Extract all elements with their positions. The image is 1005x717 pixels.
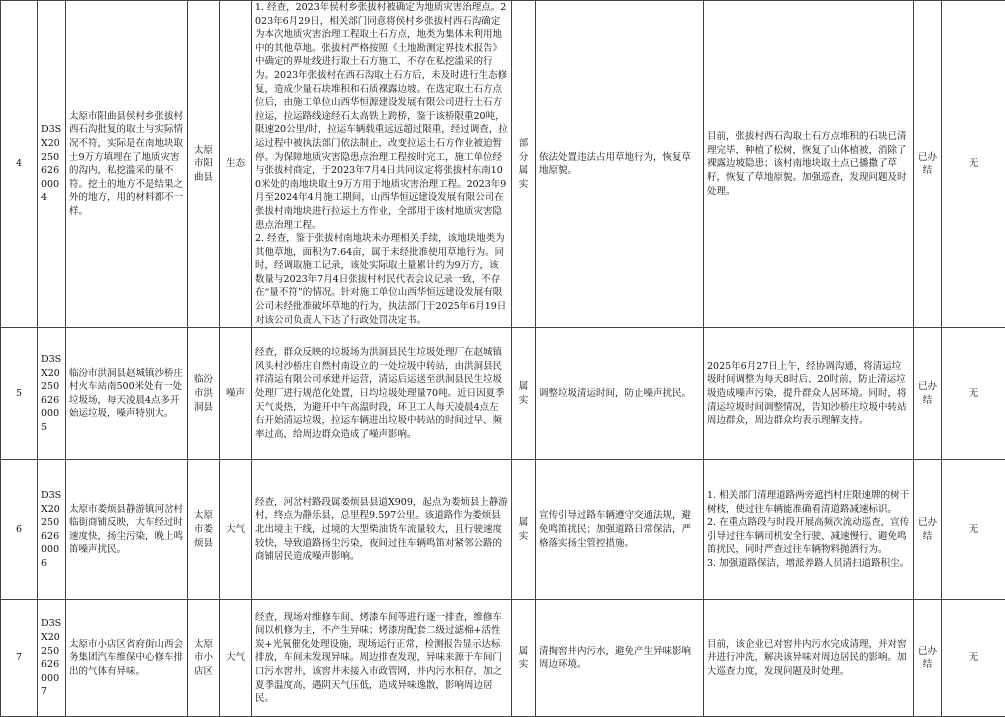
result-item: 1. 相关部门清理道路两旁遮挡村庄限速牌的树干树枝，使过往车辆能准确看清道路减速标识。 xyxy=(707,489,910,516)
pollution-type: 噪声 xyxy=(220,328,252,460)
investigation-detail xyxy=(252,460,512,600)
investigation-detail xyxy=(252,328,512,460)
handling-requirement: 调整垃圾清运时间，防止噪声扰民。 xyxy=(536,328,704,460)
handling-result: 2025年6月27日上午，经协调沟通，将清运垃圾时间调整为每天8时后、20时前，防止清运垃圾造成噪声污染，提升群众人居环境。同时，将清运垃圾时间调整情况，告知沙桥庄垃圾中转站周边群众，周边群众均表示理解支持。 xyxy=(704,328,914,460)
complaint-content: 太原市娄烦县静游镇河岔村临街商铺反映，大车经过时速度快，扬尘污染，晚上鸣笛噪声扰民。 xyxy=(66,460,188,600)
completion-status: 已办结 xyxy=(914,600,942,717)
handling-result: 目前，该企业已对窖井内污水完成清理，并对窖井进行冲洗，解决该异味对周边居民的影响。加大巡查力度，发现问题及时处理。 xyxy=(704,600,914,717)
completion-status: 已办结 xyxy=(914,328,942,460)
table-row xyxy=(1,328,1005,460)
verification-result: 部分属实 xyxy=(512,1,536,328)
detail-paragraph: 经查，群众反映的垃圾场为洪洞县民生垃圾处理厂在赵城镇风头村沙桥庄自然村南设立的一处垃圾中转站，由洪洞县民祥清运有限公司承建并运营，清运后运送至洪洞县民生垃圾处理厂进行规范化处置，日均垃圾处理量70吨。近日因夏季天气炎热，为避开中午高温时段，环卫工人每天凌晨4点左右开始清运垃圾，拉运车辆进出垃圾中转站的时间过早、频率过高，给周边群众造成了噪声影响。 xyxy=(255,346,508,441)
row-number: 7 xyxy=(1,600,38,717)
accountability: 无 xyxy=(942,1,1005,328)
handling-requirement: 清掏窖井内污水，避免产生异味影响周边环境。 xyxy=(536,600,704,717)
complaint-content: 太原市小店区省府街山西会务集团汽车维保中心修车排出的气体有异味。 xyxy=(66,600,188,717)
row-number: 5 xyxy=(1,328,38,460)
pollution-type: 生态 xyxy=(220,1,252,328)
handling-result: 目前，张拔村西石沟取土石方点堆积的石块已清理完毕，种植了松树，恢复了山体植被，消除了裸露边坡隐患；该村南地块取土点已播撒了草籽，恢复了草地原貌。加强巡查，发现问题及时处理。 xyxy=(704,1,914,328)
detail-paragraph: 经查，河岔村路段属娄烦县县道X909，起点为娄烦县上静游村，终点为静乐县，总里程9.597公里。该道路作为娄烦县北出境主干线，过境的大型柴油货车流量较大，且行驶速度较快，导致道路扬尘污染，夜间过往车辆鸣笛对紧邻公路的商铺居民造成噪声影响。 xyxy=(255,496,508,564)
case-code: D3SX202506260005 xyxy=(38,328,66,460)
administrative-area: 太原市小店区 xyxy=(188,600,220,717)
investigation-detail xyxy=(252,600,512,717)
detail-paragraph: 1. 经查，2023年侯村乡张拔村被确定为地质灾害治理点。2023年6月29日，相关部门同意将侯村乡张拔村西石沟确定为本次地质灾害治理工程取土石方点，地类为集体未利用地中的其他草地。张拔村严格按照《土地勘测定界技术报告》中确定的界址线进行取土石方施工，不存在私挖滥采的行为。2023年张拔村在西石沟取土石方后，未及时进行生态修复，造成少量石块堆积和石质裸露边坡。在选定取土石方点位后，由施工单位山西华恒源建设发展有限公司进行土石方拉运，拉运路线途经石太高铁上跨桥，鉴于该桥限重20吨，限速20公里/时，拉运车辆载重远远超过限重，经过调查，拉运过程中被执法部门依法制止，改变拉运土石方作业被迫暂停。为保障地质灾害隐患点治理工程按时完工，施工单位经与张拔村商定，于2023年7月4日共同议定将张拔村东南100米处的南地块取土9万方用于地质灾害治理工程。2023年9月至2024年4月施工期间，山西华恒远建设发展有限公司在张拔村南地块进行拉运土方作业，全部用于该村地质灾害隐患点治理工程。 xyxy=(255,1,508,232)
pollution-type: 大气 xyxy=(220,460,252,600)
accountability: 无 xyxy=(942,460,1005,600)
accountability: 无 xyxy=(942,328,1005,460)
result-item: 3. 加强道路保洁，增派养路人员清扫道路积尘。 xyxy=(707,557,910,571)
result-item: 2. 在重点路段与时段开展高频次流动巡查，宣传引导过往车辆司机安全行驶、减速慢行、避免鸣笛扰民，同时严查过往车辆物料抛洒行为。 xyxy=(707,516,910,557)
verification-result: 属实 xyxy=(512,600,536,717)
complaint-content: 太原市阳曲县侯村乡张拔村西石沟批复的取土与实际情况不符，实际是在南地块取土9万方填埋在了地质灾害的沟内，私挖滥采的量不符。挖土的地方不是结果之外的地方，用的材料都不一样。 xyxy=(66,1,188,328)
handling-requirement: 依法处置违法占用草地行为，恢复草地原貌。 xyxy=(536,1,704,328)
pollution-type: 大气 xyxy=(220,600,252,717)
administrative-area: 太原市阳曲县 xyxy=(188,1,220,328)
administrative-area: 太原市娄烦县 xyxy=(188,460,220,600)
handling-result xyxy=(704,460,914,600)
row-number: 4 xyxy=(1,1,38,328)
case-code: D3SX202506260006 xyxy=(38,460,66,600)
investigation-detail xyxy=(252,1,512,328)
handling-requirement: 宣传引导过路车辆遵守交通法规，避免鸣笛扰民；加强道路日常保洁，严格落实扬尘管控措施。 xyxy=(536,460,704,600)
table-row xyxy=(1,460,1005,600)
row-number: 6 xyxy=(1,460,38,600)
table-row xyxy=(1,600,1005,717)
verification-result: 属实 xyxy=(512,460,536,600)
case-code: D3SX202506260004 xyxy=(38,1,66,328)
completion-status: 已办结 xyxy=(914,460,942,600)
detail-paragraph: 2. 经查，鉴于张拔村南地块未办理相关手续，该地块地类为其他草地，面积为7.64亩，属于未经批准使用草地行为。同时，经调取施工记录，该处实际取土量累计约为9万方，该数量与2023年7月4日张拔村村民代表会议记录一致，不存在“量不符”的情况。针对施工单位山西华恒远建设发展有限公司未经批准破坏草地的行为，执法部门于2025年6月19日对该公司负责人下达了行政处罚决定书。 xyxy=(255,232,508,327)
accountability: 无 xyxy=(942,600,1005,717)
verification-result: 属实 xyxy=(512,328,536,460)
detail-paragraph: 经查，现场对维修车间、烤漆车间等进行逐一排查，维修车间以机修为主，不产生异味；烤漆房配套二级过滤棉+活性炭+光氧催化处理设施，现场运行正常，检测报告显示达标排放，车间未发现异味。周边排查发现，异味来源于车间门口污水窖井，该窖井未接入市政管网，井内污水积存，加之夏季温度高，遇阴天气压低，造成异味逸散，影响周边居民。 xyxy=(255,611,508,706)
administrative-area: 临汾市洪洞县 xyxy=(188,328,220,460)
table-row xyxy=(1,1,1005,328)
completion-status: 已办结 xyxy=(914,1,942,328)
complaint-content: 临汾市洪洞县赵城镇沙桥庄村火车站南500米处有一处垃圾场，每天凌晨4点多开始运垃圾，噪声特别大。 xyxy=(66,328,188,460)
case-code: D3SX202506260007 xyxy=(38,600,66,717)
